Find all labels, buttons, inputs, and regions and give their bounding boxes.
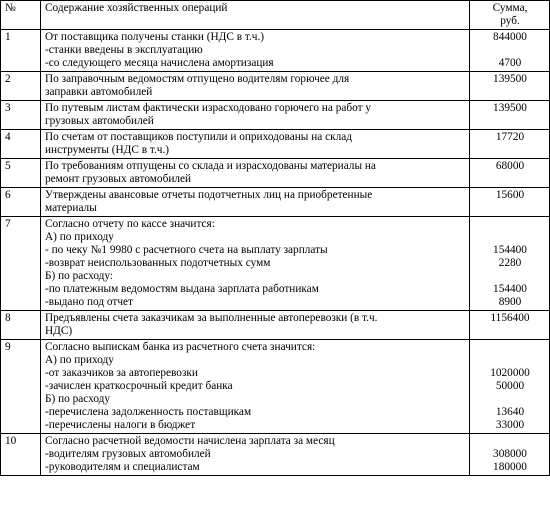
operation-description — [41, 72, 470, 101]
sum-line: 68000 — [495, 160, 525, 172]
description-line: -перечислены налоги в бюджет — [45, 419, 196, 431]
sum-line — [474, 173, 546, 186]
operation-sum — [470, 434, 550, 476]
row-number: 4 — [1, 130, 41, 159]
operation-description — [41, 130, 470, 159]
description-line: - по чеку №1 9980 с расчетного счета на выплату зарплаты — [45, 244, 328, 256]
sum-line — [474, 354, 546, 367]
sum-line: 33000 — [495, 419, 525, 431]
row-number: 6 — [1, 188, 41, 217]
description-line: заправки автомобилей — [45, 86, 153, 98]
sum-line: 139500 — [493, 73, 527, 85]
sum-line: 154400 — [493, 283, 527, 295]
table-header-row — [1, 1, 550, 30]
header-description: Содержание хозяйственных операций — [41, 1, 470, 30]
operation-sum — [470, 130, 550, 159]
operation-sum — [470, 72, 550, 101]
sum-line: 13640 — [495, 406, 525, 418]
table-row — [1, 434, 550, 476]
description-line: Утверждены авансовые отчеты подотчетных лиц на приобретенные — [45, 189, 373, 201]
operation-description — [41, 159, 470, 188]
description-line: -зачислен краткосрочный кредит банка — [45, 380, 233, 392]
description-line: По требованиям отпущены со склада и израсходованы материалы на — [45, 160, 376, 172]
operation-description — [41, 311, 470, 340]
row-number: 10 — [1, 434, 41, 476]
sum-line — [474, 44, 546, 57]
sum-line — [474, 202, 546, 215]
sum-line: 1020000 — [490, 367, 530, 379]
operation-sum — [470, 159, 550, 188]
row-number: 7 — [1, 217, 41, 311]
sum-line — [474, 115, 546, 128]
header-num: № — [1, 1, 41, 30]
sum-line — [474, 435, 546, 448]
sum-line — [474, 341, 546, 354]
table-row — [1, 159, 550, 188]
description-line: ремонт грузовых автомобилей — [45, 173, 192, 185]
sum-line: 1156400 — [490, 312, 530, 324]
table-row — [1, 30, 550, 72]
description-line: -по платежным ведомостям выдана зарплата работникам — [45, 283, 319, 295]
description-line: материалы — [45, 202, 97, 214]
table-row — [1, 130, 550, 159]
description-line: По путевым листам фактически израсходовано горючего на работ у — [45, 102, 372, 114]
description-line: Согласно отчету по кассе значится: — [45, 218, 215, 230]
operation-sum — [470, 217, 550, 311]
row-number: 1 — [1, 30, 41, 72]
sum-line: 308000 — [493, 448, 527, 460]
operation-sum — [470, 30, 550, 72]
sum-line — [474, 86, 546, 99]
description-line: инструменты (НДС в т.ч.) — [45, 144, 170, 156]
sum-line: 50000 — [495, 380, 525, 392]
sum-line: 17720 — [495, 131, 525, 143]
operation-description — [41, 101, 470, 130]
operation-description — [41, 434, 470, 476]
sum-line: 4700 — [498, 57, 522, 69]
sum-line — [474, 393, 546, 406]
description-line: По счетам от поставщиков поступили и оприходованы на склад — [45, 131, 352, 143]
sum-line — [474, 325, 546, 338]
description-line: По заправочным ведомостям отпущено водителям горючее для — [45, 73, 350, 85]
row-number: 8 — [1, 311, 41, 340]
operation-description — [41, 340, 470, 434]
header-sum: Сумма, руб. — [470, 1, 550, 30]
operation-description — [41, 217, 470, 311]
row-number: 9 — [1, 340, 41, 434]
description-line: грузовых автомобилей — [45, 115, 154, 127]
description-line: -со следующего месяца начислена амортизация — [45, 57, 274, 69]
table-row — [1, 101, 550, 130]
sum-line: 8900 — [498, 296, 522, 308]
description-line: А) по приходу — [45, 354, 114, 366]
description-line: А) по приходу — [45, 231, 114, 243]
table-row — [1, 311, 550, 340]
description-line: -перечислена задолженность поставщикам — [45, 406, 252, 418]
description-line: Согласно расчетной ведомости начислена зарплата за месяц — [45, 435, 335, 447]
operation-sum — [470, 340, 550, 434]
description-line: -от заказчиков за автоперевозки — [45, 367, 198, 379]
table-row — [1, 217, 550, 311]
description-line: -выдано под отчет — [45, 296, 133, 308]
operation-sum — [470, 101, 550, 130]
row-number: 5 — [1, 159, 41, 188]
operation-description — [41, 188, 470, 217]
operation-sum — [470, 311, 550, 340]
description-line: НДС) — [45, 325, 73, 337]
description-line: -возврат неиспользованных подотчетных сумм — [45, 257, 271, 269]
table-row — [1, 188, 550, 217]
sum-line — [474, 218, 546, 231]
description-line: -руководителям и специалистам — [45, 461, 200, 473]
description-line: Предъявлены счета заказчикам за выполненные автоперевозки (в т.ч. — [45, 312, 378, 324]
sum-line — [474, 270, 546, 283]
sum-line: 15600 — [495, 189, 525, 201]
description-line: -станки введены в эксплуатацию — [45, 44, 203, 56]
table-row — [1, 72, 550, 101]
sum-line: 154400 — [493, 244, 527, 256]
sum-line: 2280 — [498, 257, 522, 269]
row-number: 2 — [1, 72, 41, 101]
description-line: -водителям грузовых автомобилей — [45, 448, 211, 460]
operation-sum — [470, 188, 550, 217]
sum-line: 844000 — [493, 31, 527, 43]
table-body — [1, 30, 550, 476]
description-line: Согласно выпискам банка из расчетного счета значится: — [45, 341, 316, 353]
description-line: Б) по расходу: — [45, 270, 114, 282]
sum-line — [474, 231, 546, 244]
row-number: 3 — [1, 101, 41, 130]
sum-line: 180000 — [493, 461, 527, 473]
sum-line: 139500 — [493, 102, 527, 114]
table-row — [1, 340, 550, 434]
description-line: Б) по расходу — [45, 393, 111, 405]
description-line: От поставщика получены станки (НДС в т.ч.) — [45, 31, 265, 43]
operation-description — [41, 30, 470, 72]
sum-line — [474, 144, 546, 157]
